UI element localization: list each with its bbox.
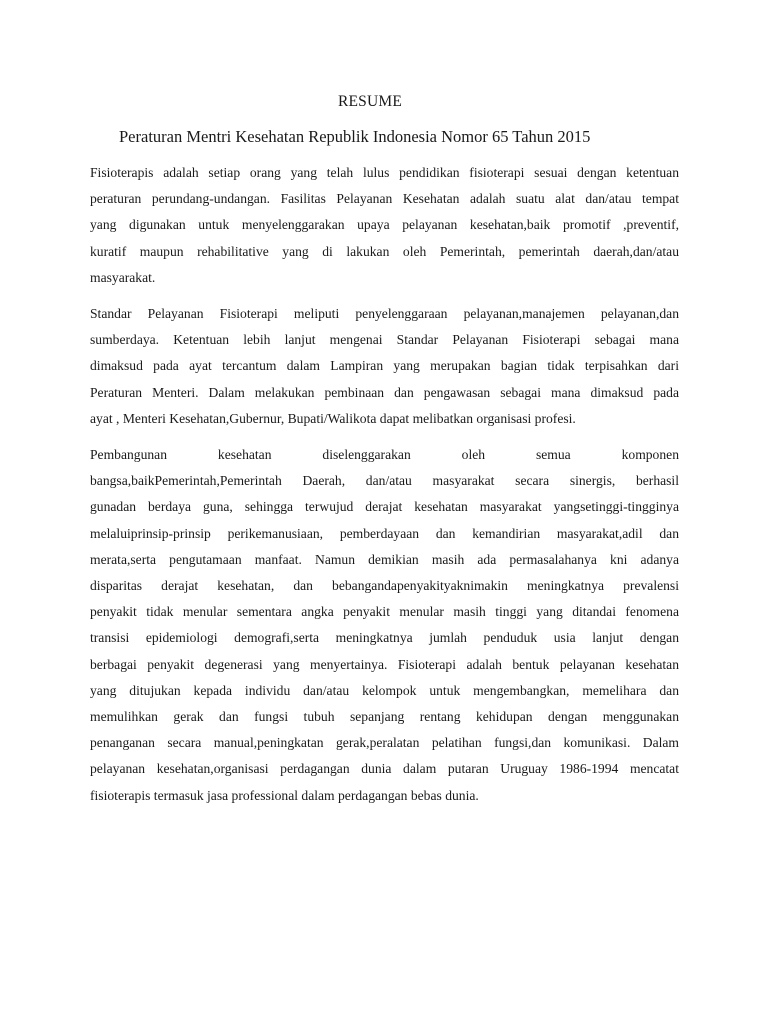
- paragraph: [90, 301, 679, 432]
- document-title: RESUME: [337, 93, 403, 110]
- paragraph-line: kuratif maupun rehabilitative yang di lakukan oleh Pemerintah, pemerintah daerah,dan/atau: [90, 243, 679, 259]
- paragraph-line: Standar Pelayanan Fisioterapi meliputi penyelenggaraan pelayanan,manajemen pelayanan,dan: [90, 306, 679, 322]
- paragraph-line: pelayanan kesehatan,organisasi perdagangan dunia dalam putaran Uruguay 1986-1994 mencatat: [90, 761, 679, 777]
- paragraph-line: memulihkan gerak dan fungsi tubuh sepanjang rentang kehidupan dengan menggunakan: [90, 709, 679, 725]
- paragraph-line: masyarakat.: [90, 269, 156, 285]
- paragraph-line: yang digunakan untuk menyelenggarakan upaya pelayanan kesehatan,baik promotif ,preventif,: [90, 217, 679, 233]
- paragraph-line: disparitas derajat kesehatan, dan bebangandapenyakityaknimakin meningkatnya prevalensi: [90, 578, 679, 594]
- paragraph: [90, 442, 679, 809]
- paragraph-line: sumberdaya. Ketentuan lebih lanjut mengenai Standar Pelayanan Fisioterapi sebagai mana: [90, 332, 679, 348]
- paragraph-line: Fisioterapis adalah setiap orang yang telah lulus pendidikan fisioterapi sesuai dengan ketentuan: [90, 165, 679, 180]
- document-subtitle: Peraturan Mentri Kesehatan Republik Indonesia Nomor 65 Tahun 2015: [119, 127, 591, 146]
- paragraph-line: gunadan berdaya guna, sehingga terwujud derajat kesehatan masyarakat yangsetinggi-tingginya: [90, 499, 679, 515]
- paragraph-line: peraturan perundang-undangan. Fasilitas Pelayanan Kesehatan adalah suatu alat dan/atau tempat: [90, 191, 679, 207]
- paragraph-line: Peraturan Menteri. Dalam melakukan pembinaan dan pengawasan sebagai mana dimaksud pada: [90, 384, 679, 400]
- paragraph-line: Pembangunan kesehatan diselenggarakan oleh semua komponen: [90, 447, 679, 463]
- paragraph-line: transisi epidemiologi demografi,serta meningkatnya jumlah penduduk usia lanjut dengan: [90, 630, 679, 646]
- paragraph-line: melaluiprinsip-prinsip perikemanusiaan, pemberdayaan dan kemandirian masyarakat,adil dan: [90, 525, 679, 541]
- paragraph-line: fisioterapis termasuk jasa professional dalam perdagangan bebas dunia.: [90, 787, 479, 803]
- paragraph: [90, 160, 679, 291]
- paragraph-line: penanganan secara manual,peningkatan gerak,peralatan pelatihan fungsi,dan komunikasi. Dalam: [90, 735, 679, 751]
- document-body: [90, 160, 679, 819]
- paragraph-line: bangsa,baikPemerintah,Pemerintah Daerah, dan/atau masyarakat secara sinergis, berhasil: [90, 473, 679, 489]
- paragraph-line: yang ditujukan kepada individu dan/atau kelompok untuk mengembangkan, memelihara dan: [90, 682, 679, 698]
- paragraph-line: merata,serta pengutamaan manfaat. Namun demikian masih ada permasalahanya kni adanya: [90, 551, 679, 567]
- paragraph-line: dimaksud pada ayat tercantum dalam Lampiran yang merupakan bagian tidak terpisahkan dari: [90, 358, 679, 374]
- paragraph-line: ayat , Menteri Kesehatan,Gubernur, Bupati/Walikota dapat melibatkan organisasi profesi.: [90, 410, 576, 426]
- paragraph-line: berbagai penyakit degenerasi yang menyertainya. Fisioterapi adalah bentuk pelayanan kesehatan: [90, 656, 679, 672]
- paragraph-line: penyakit tidak menular sementara angka penyakit menular masih tinggi yang ditandai fenomena: [90, 604, 679, 620]
